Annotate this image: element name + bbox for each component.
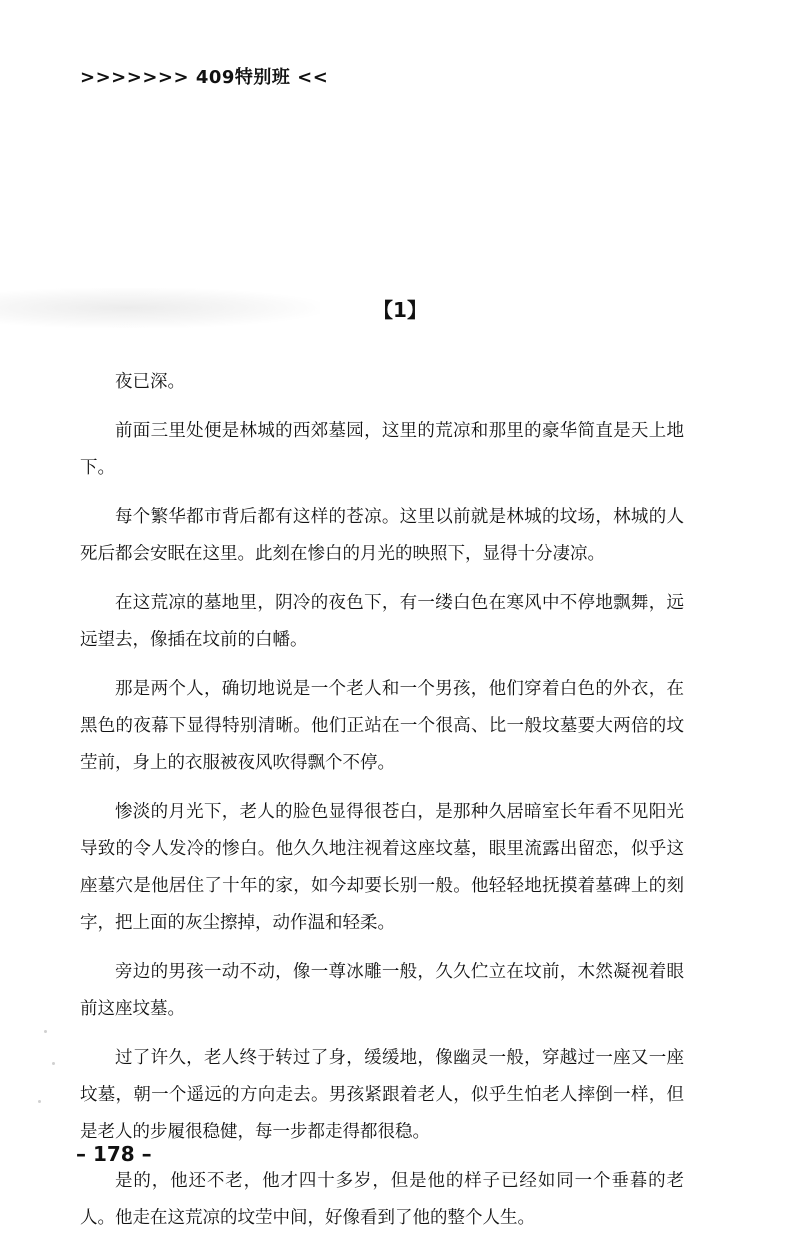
scan-speck (52, 1062, 55, 1065)
paragraph: 旁边的男孩一动不动，像一尊冰雕一般，久久伫立在坟前，木然凝视着眼前这座坟墓。 (80, 962, 684, 1019)
scan-speck (38, 1100, 41, 1103)
scan-speck (44, 1030, 47, 1033)
running-header: >>>>>>> 409特别班 << (80, 67, 329, 88)
paragraph: 夜已深。 (115, 372, 185, 392)
page-number: – 178 – (76, 1142, 152, 1166)
paragraph: 过了许久，老人终于转过了身，缓缓地，像幽灵一般，穿越过一座又一座坟墓，朝一个遥远的方向走去。男孩紧跟着老人，似乎生怕老人摔倒一样，但是老人的步履很稳健，每一步都走得都很稳。 (80, 1048, 684, 1142)
scan-smudge (0, 288, 320, 328)
paragraph: 那是两个人，确切地说是一个老人和一个男孩，他们穿着白色的外衣，在黑色的夜幕下显得特别清晰。他们正站在一个很高、比一般坟墓要大两倍的坟茔前，身上的衣服被夜风吹得飘个不停。 (80, 679, 684, 773)
paragraph: 每个繁华都市背后都有这样的苍凉。这里以前就是林城的坟场，林城的人死后都会安眠在这里。此刻在惨白的月光的映照下，显得十分凄凉。 (80, 507, 684, 564)
paragraph: 是的，他还不老，他才四十多岁，但是他的样子已经如同一个垂暮的老人。他走在这荒凉的坟茔中间，好像看到了他的整个人生。 (80, 1171, 684, 1228)
body-text (80, 364, 684, 1249)
paragraph: 在这荒凉的墓地里，阴冷的夜色下，有一缕白色在寒风中不停地飘舞，远远望去，像插在坟前的白幡。 (80, 593, 684, 650)
paragraph: 惨淡的月光下，老人的脸色显得很苍白，是那种久居暗室长年看不见阳光导致的令人发冷的惨白。他久久地注视着这座坟墓，眼里流露出留恋，似乎这座墓穴是他居住了十年的家，如今却要长别一般。他轻轻地抚摸着墓碑上的刻字，把上面的灰尘擦掉，动作温和轻柔。 (80, 802, 684, 933)
chapter-heading: 【1】 (373, 298, 427, 322)
paragraph: 前面三里处便是林城的西郊墓园，这里的荒凉和那里的豪华简直是天上地下。 (80, 421, 684, 478)
